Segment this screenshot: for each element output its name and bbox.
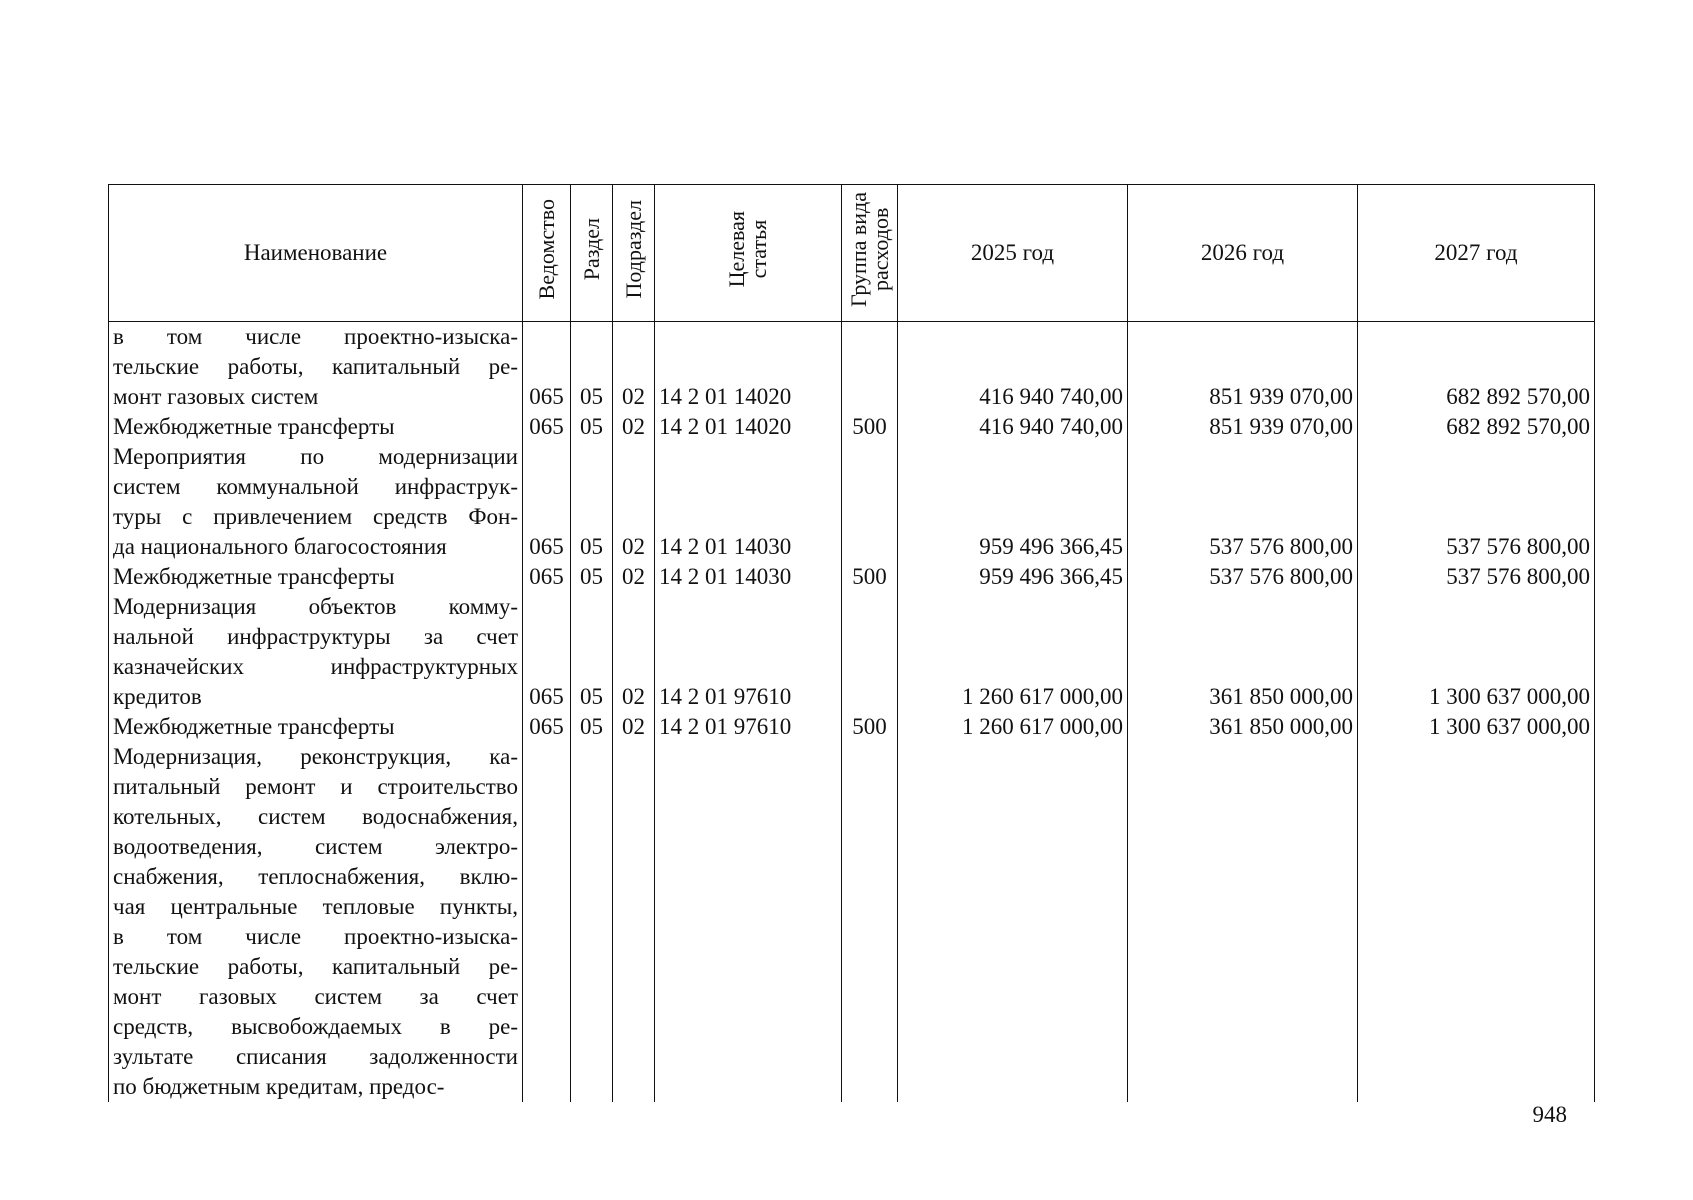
cell-subsection: 02 <box>613 562 655 592</box>
name-line: Межбюджетные трансферты <box>113 714 395 739</box>
cell-amount-2026: 851 939 070,00 <box>1128 322 1358 413</box>
name-line: Мероприятия по модернизации <box>113 444 518 469</box>
cell-amount-2026: 537 576 800,00 <box>1128 562 1358 592</box>
name-line: котельных, систем водоснабжения, <box>113 804 518 829</box>
page-number: 948 <box>1532 1102 1567 1127</box>
cell-expense-group <box>842 442 898 562</box>
header-target-line1: Целевая <box>724 210 749 288</box>
cell-name <box>109 412 523 442</box>
name-line: Межбюджетные трансферты <box>113 564 395 589</box>
header-target-article <box>655 185 842 322</box>
cell-section: 05 <box>571 412 613 442</box>
budget-table-container <box>108 184 1595 1102</box>
cell-target-article: 14 2 01 97610 <box>655 592 842 712</box>
cell-amount-2027: 682 892 570,00 <box>1358 322 1595 413</box>
header-name: Наименование <box>109 185 523 322</box>
cell-subsection: 02 <box>613 322 655 413</box>
cell-dept: 065 <box>523 322 571 413</box>
cell-amount-2025: 959 496 366,45 <box>898 442 1128 562</box>
cell-amount-2025 <box>898 742 1128 1102</box>
cell-target-article <box>655 742 842 1102</box>
cell-expense-group: 500 <box>842 412 898 442</box>
cell-dept: 065 <box>523 712 571 742</box>
cell-section <box>571 742 613 1102</box>
header-year-2027: 2027 год <box>1358 185 1595 322</box>
cell-target-article: 14 2 01 14020 <box>655 322 842 413</box>
cell-subsection: 02 <box>613 592 655 712</box>
table-row <box>109 742 1595 1102</box>
cell-subsection: 02 <box>613 712 655 742</box>
header-group-line1: Группа вида <box>845 191 871 307</box>
cell-name <box>109 712 523 742</box>
header-subsection: Подраздел <box>613 185 655 322</box>
cell-expense-group <box>842 592 898 712</box>
table-row <box>109 592 1595 712</box>
cell-amount-2027: 1 300 637 000,00 <box>1358 592 1595 712</box>
name-line: чая центральные тепловые пункты, <box>113 894 518 919</box>
cell-dept: 065 <box>523 562 571 592</box>
cell-dept <box>523 742 571 1102</box>
name-line: кредитов <box>113 684 202 709</box>
cell-amount-2026: 361 850 000,00 <box>1128 712 1358 742</box>
cell-target-article: 14 2 01 14030 <box>655 562 842 592</box>
cell-section: 05 <box>571 442 613 562</box>
cell-dept: 065 <box>523 592 571 712</box>
header-target-line2: статья <box>746 219 771 279</box>
cell-section: 05 <box>571 592 613 712</box>
name-line: Модернизация, реконструкция, ка- <box>113 744 518 769</box>
name-line: тельские работы, капитальный ре- <box>113 954 518 979</box>
cell-expense-group: 500 <box>842 712 898 742</box>
cell-name <box>109 442 523 562</box>
cell-amount-2026: 537 576 800,00 <box>1128 442 1358 562</box>
name-line: туры с привлечением средств Фон- <box>113 504 518 529</box>
name-line: нальной инфраструктуры за счет <box>113 624 518 649</box>
header-year-2026: 2026 год <box>1128 185 1358 322</box>
table-row <box>109 442 1595 562</box>
table-row <box>109 712 1595 742</box>
cell-section: 05 <box>571 712 613 742</box>
cell-amount-2025: 416 940 740,00 <box>898 322 1128 413</box>
cell-amount-2027: 682 892 570,00 <box>1358 412 1595 442</box>
cell-amount-2027: 537 576 800,00 <box>1358 562 1595 592</box>
header-group-line2: расходов <box>867 207 893 291</box>
cell-target-article: 14 2 01 14020 <box>655 412 842 442</box>
name-line: Межбюджетные трансферты <box>113 414 395 439</box>
header-expense-group <box>842 185 898 322</box>
cell-amount-2025: 416 940 740,00 <box>898 412 1128 442</box>
cell-amount-2026 <box>1128 742 1358 1102</box>
cell-amount-2026: 851 939 070,00 <box>1128 412 1358 442</box>
cell-name <box>109 742 523 1102</box>
cell-name <box>109 322 523 413</box>
table-body <box>109 322 1595 1103</box>
cell-expense-group: 500 <box>842 562 898 592</box>
name-line: средств, высвобождаемых в ре- <box>113 1014 518 1039</box>
cell-amount-2025: 1 260 617 000,00 <box>898 592 1128 712</box>
table-row <box>109 412 1595 442</box>
cell-name <box>109 562 523 592</box>
name-line: монт газовых систем <box>113 384 319 409</box>
name-line: зультате списания задолженности <box>113 1044 518 1069</box>
name-line: по бюджетным кредитам, предос- <box>113 1074 445 1099</box>
cell-dept: 065 <box>523 442 571 562</box>
cell-dept: 065 <box>523 412 571 442</box>
cell-name <box>109 592 523 712</box>
cell-subsection: 02 <box>613 442 655 562</box>
cell-expense-group <box>842 322 898 413</box>
cell-amount-2026: 361 850 000,00 <box>1128 592 1358 712</box>
name-line: в том числе проектно-изыска- <box>113 324 518 349</box>
name-line: снабжения, теплоснабжения, вклю- <box>113 864 518 889</box>
name-line: да национального благосостояния <box>113 534 447 559</box>
name-line: в том числе проектно-изыска- <box>113 924 518 949</box>
table-header-row <box>109 185 1595 322</box>
cell-target-article: 14 2 01 97610 <box>655 712 842 742</box>
table-row <box>109 322 1595 413</box>
cell-amount-2027: 1 300 637 000,00 <box>1358 712 1595 742</box>
cell-section: 05 <box>571 322 613 413</box>
header-year-2025: 2025 год <box>898 185 1128 322</box>
table-row <box>109 562 1595 592</box>
name-line: монт газовых систем за счет <box>113 984 518 1009</box>
name-line: систем коммунальной инфраструк- <box>113 474 518 499</box>
header-section: Раздел <box>571 185 613 322</box>
cell-subsection: 02 <box>613 412 655 442</box>
name-line: Модернизация объектов комму- <box>113 594 518 619</box>
name-line: казначейских инфраструктурных <box>113 654 518 679</box>
cell-amount-2027: 537 576 800,00 <box>1358 442 1595 562</box>
budget-table <box>108 184 1595 1102</box>
name-line: тельские работы, капитальный ре- <box>113 354 518 379</box>
cell-expense-group <box>842 742 898 1102</box>
name-line: питальный ремонт и строительство <box>113 774 518 799</box>
cell-amount-2025: 959 496 366,45 <box>898 562 1128 592</box>
cell-amount-2025: 1 260 617 000,00 <box>898 712 1128 742</box>
cell-amount-2027 <box>1358 742 1595 1102</box>
cell-subsection <box>613 742 655 1102</box>
cell-section: 05 <box>571 562 613 592</box>
name-line: водоотведения, систем электро- <box>113 834 518 859</box>
header-dept: Ведомство <box>523 185 571 322</box>
cell-target-article: 14 2 01 14030 <box>655 442 842 562</box>
